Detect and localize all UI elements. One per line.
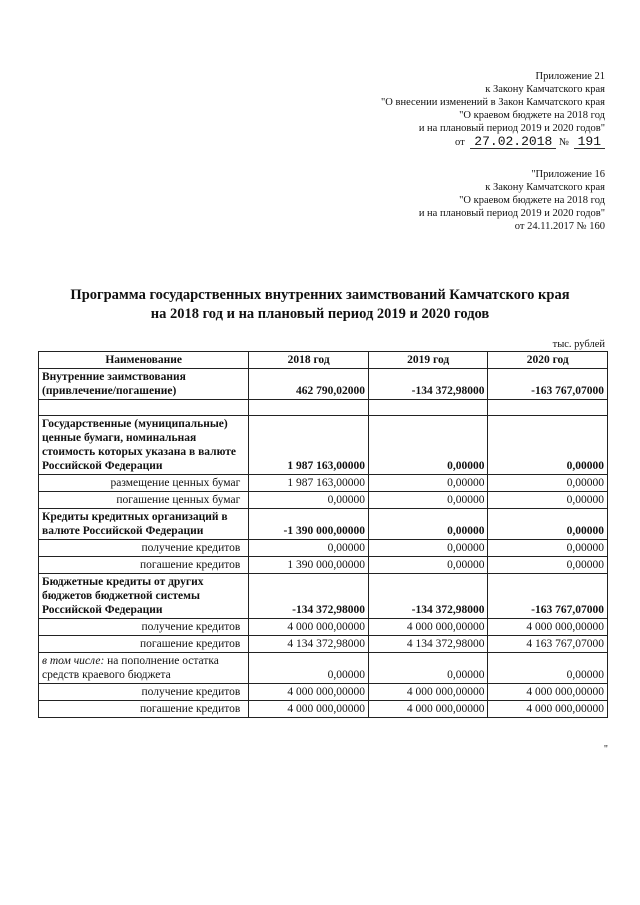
value-2018: 4 000 000,00000 bbox=[249, 701, 369, 718]
appendix-header-current bbox=[381, 70, 605, 149]
table-row bbox=[39, 416, 608, 475]
value-2018: 4 000 000,00000 bbox=[249, 684, 369, 701]
value-2018: 0,00000 bbox=[249, 653, 369, 684]
value-2018: 4 000 000,00000 bbox=[249, 619, 369, 636]
header-line: к Закону Камчатского края bbox=[485, 84, 605, 95]
value-2019: 0,00000 bbox=[368, 540, 488, 557]
table-row bbox=[39, 475, 608, 492]
value-2018: 462 790,02000 bbox=[249, 369, 369, 400]
row-name: получение кредитов bbox=[39, 540, 249, 557]
row-name: погашение кредитов bbox=[39, 636, 249, 653]
value-2020: -163 767,07000 bbox=[488, 369, 608, 400]
value-2020: 0,00000 bbox=[488, 557, 608, 574]
date-prefix: от bbox=[454, 137, 465, 148]
value-2018: 4 134 372,98000 bbox=[249, 636, 369, 653]
value-2020: 0,00000 bbox=[488, 492, 608, 509]
value-2020: 4 000 000,00000 bbox=[488, 701, 608, 718]
column-header-2019: 2019 год bbox=[368, 352, 488, 369]
value-2019: 0,00000 bbox=[368, 475, 488, 492]
value-2019: 0,00000 bbox=[368, 653, 488, 684]
value-2018: 0,00000 bbox=[249, 540, 369, 557]
value-2018: 0,00000 bbox=[249, 492, 369, 509]
table-row bbox=[39, 509, 608, 540]
row-name: получение кредитов bbox=[39, 684, 249, 701]
table-row bbox=[39, 574, 608, 619]
header-line: "О краевом бюджете на 2018 год bbox=[459, 110, 605, 121]
title-line-1: Программа государственных внутренних заимствований Камчатского края bbox=[70, 287, 570, 303]
value-2018: -1 390 000,00000 bbox=[249, 509, 369, 540]
title-line-2: на 2018 год и на плановый период 2019 и 2020 годов bbox=[150, 306, 490, 322]
value-2020: 0,00000 bbox=[488, 509, 608, 540]
value-2019: 4 000 000,00000 bbox=[368, 619, 488, 636]
spacer-row bbox=[39, 400, 608, 416]
value-2019: -134 372,98000 bbox=[368, 369, 488, 400]
row-name: Бюджетные кредиты от других бюджетов бюджетной системы Российской Федерации bbox=[39, 574, 249, 619]
table-row bbox=[39, 701, 608, 718]
value-2020: -163 767,07000 bbox=[488, 574, 608, 619]
value-2019: 0,00000 bbox=[368, 509, 488, 540]
header-line: "Приложение 16 bbox=[531, 169, 605, 180]
value-2020: 4 163 767,07000 bbox=[488, 636, 608, 653]
row-name: получение кредитов bbox=[39, 619, 249, 636]
value-2019: 4 000 000,00000 bbox=[368, 701, 488, 718]
borrowing-program-table bbox=[38, 351, 608, 718]
row-name: Внутренние заимствования (привлечение/погашение) bbox=[39, 369, 249, 400]
value-2019: 0,00000 bbox=[368, 492, 488, 509]
value-2020: 0,00000 bbox=[488, 416, 608, 475]
header-line: и на плановый период 2019 и 2020 годов" bbox=[418, 208, 605, 219]
table-row bbox=[39, 540, 608, 557]
value-2019: 4 000 000,00000 bbox=[368, 684, 488, 701]
value-2019: 4 134 372,98000 bbox=[368, 636, 488, 653]
table-row bbox=[39, 492, 608, 509]
value-2020: 0,00000 bbox=[488, 540, 608, 557]
units-label: тыс. рублей bbox=[552, 339, 605, 350]
law-date: 27.02.2018 bbox=[470, 135, 556, 149]
value-2018: 1 987 163,00000 bbox=[249, 475, 369, 492]
number-prefix: № bbox=[558, 137, 569, 148]
header-line: Приложение 21 bbox=[535, 71, 605, 82]
row-name: размещение ценных бумаг bbox=[39, 475, 249, 492]
header-line: и на плановый период 2019 и 2020 годов" bbox=[418, 123, 605, 134]
column-header-2020: 2020 год bbox=[488, 352, 608, 369]
header-line: "О краевом бюджете на 2018 год bbox=[459, 195, 605, 206]
header-line: к Закону Камчатского края bbox=[485, 182, 605, 193]
header-line: "О внесении изменений в Закон Камчатского края bbox=[381, 97, 605, 108]
header-line: от 24.11.2017 № 160 bbox=[514, 221, 605, 232]
table-header-row bbox=[39, 352, 608, 369]
row-name: Кредиты кредитных организаций в валюте Российской Федерации bbox=[39, 509, 249, 540]
row-prefix: в том числе: bbox=[42, 655, 105, 667]
table-row bbox=[39, 369, 608, 400]
table-row bbox=[39, 636, 608, 653]
column-header-name: Наименование bbox=[39, 352, 249, 369]
value-2020: 4 000 000,00000 bbox=[488, 619, 608, 636]
value-2020: 0,00000 bbox=[488, 653, 608, 684]
row-name bbox=[39, 653, 249, 684]
value-2019: -134 372,98000 bbox=[368, 574, 488, 619]
value-2019: 0,00000 bbox=[368, 557, 488, 574]
column-header-2018: 2018 год bbox=[249, 352, 369, 369]
value-2018: 1 390 000,00000 bbox=[249, 557, 369, 574]
appendix-header-original bbox=[419, 168, 605, 233]
closing-quote: " bbox=[603, 744, 608, 755]
value-2019: 0,00000 bbox=[368, 416, 488, 475]
value-2020: 4 000 000,00000 bbox=[488, 684, 608, 701]
table-row bbox=[39, 684, 608, 701]
table-row bbox=[39, 619, 608, 636]
table-row bbox=[39, 653, 608, 684]
law-date-line bbox=[381, 135, 605, 149]
document-title bbox=[0, 286, 640, 324]
value-2018: 1 987 163,00000 bbox=[249, 416, 369, 475]
law-number: 191 bbox=[574, 135, 605, 149]
table-row bbox=[39, 557, 608, 574]
value-2018: -134 372,98000 bbox=[249, 574, 369, 619]
row-name: Государственные (муниципальные) ценные бумаги, номинальная стоимость которых указана в валюте Российской Федерации bbox=[39, 416, 249, 475]
row-name: погашение кредитов bbox=[39, 557, 249, 574]
value-2020: 0,00000 bbox=[488, 475, 608, 492]
row-name: погашение кредитов bbox=[39, 701, 249, 718]
row-name-text: на пополнение остатка средств краевого бюджета bbox=[42, 655, 219, 681]
row-name: погашение ценных бумаг bbox=[39, 492, 249, 509]
